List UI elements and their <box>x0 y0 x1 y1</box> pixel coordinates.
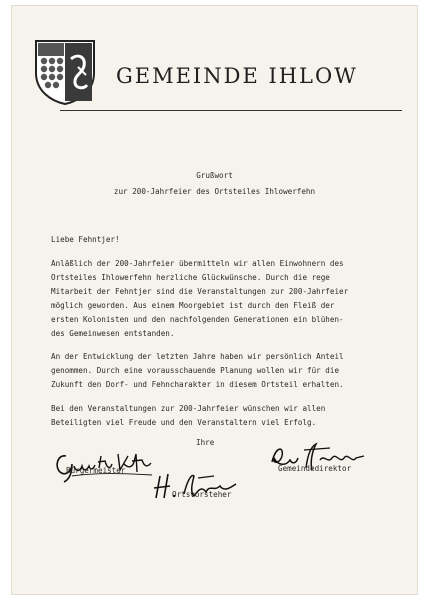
paragraph-line: möglich geworden. Aus einem Moorgebiet ist durch den Fleiß der <box>51 301 335 310</box>
coat-of-arms-icon <box>34 39 96 105</box>
paragraph-line: genommen. Durch eine vorausschauende Planung wollen wir für die <box>51 366 340 375</box>
mayor-signature <box>52 446 160 484</box>
director-title: Gemeindedirektor <box>278 464 352 473</box>
greeting-subtitle: zur 200-Jahrfeier des Ortsteiles Ihlowerfehn <box>113 187 316 196</box>
mayor-title: Bürgermeister <box>66 466 126 475</box>
paragraph-line: Anläßlich der 200-Jahrfeier übermitteln wir allen Einwohnern des <box>51 259 344 268</box>
paragraph-line: des Gemeinwesen entstanden. <box>51 329 175 338</box>
paragraph-line: Zukunft den Dorf- und Fehncharakter in diesem Ortsteil erhalten. <box>51 380 344 389</box>
municipality-name: GEMEINDE IHLOW <box>116 64 358 88</box>
paragraph-line: An der Entwicklung der letzten Jahre haben wir persönlich Anteil <box>51 352 344 361</box>
salutation: Liebe Fehntjer! <box>51 235 120 244</box>
local-chair-title: Ortsvorsteher <box>172 490 232 499</box>
letter-sheet <box>12 6 417 594</box>
closing: Ihre <box>196 438 215 447</box>
paragraph-line: ersten Kolonisten und den nachfolgenden Generationen ein blühen- <box>51 315 344 324</box>
paragraph-line: Beteiligten viel Freude und den Veranstaltern viel Erfolg. <box>51 418 317 427</box>
letterhead-divider <box>60 110 402 111</box>
greeting-title: Grußwort <box>196 171 233 180</box>
paragraph-line: Mitarbeit der Fehntjer sind die Veranstaltungen zur 200-Jahrfeier <box>51 287 349 296</box>
paragraph-line: Bei den Veranstaltungen zur 200-Jahrfeier wünschen wir allen <box>51 404 326 413</box>
paragraph-line: Ortsteiles Ihlowerfehn herzliche Glückwünsche. Durch die rege <box>51 273 330 282</box>
